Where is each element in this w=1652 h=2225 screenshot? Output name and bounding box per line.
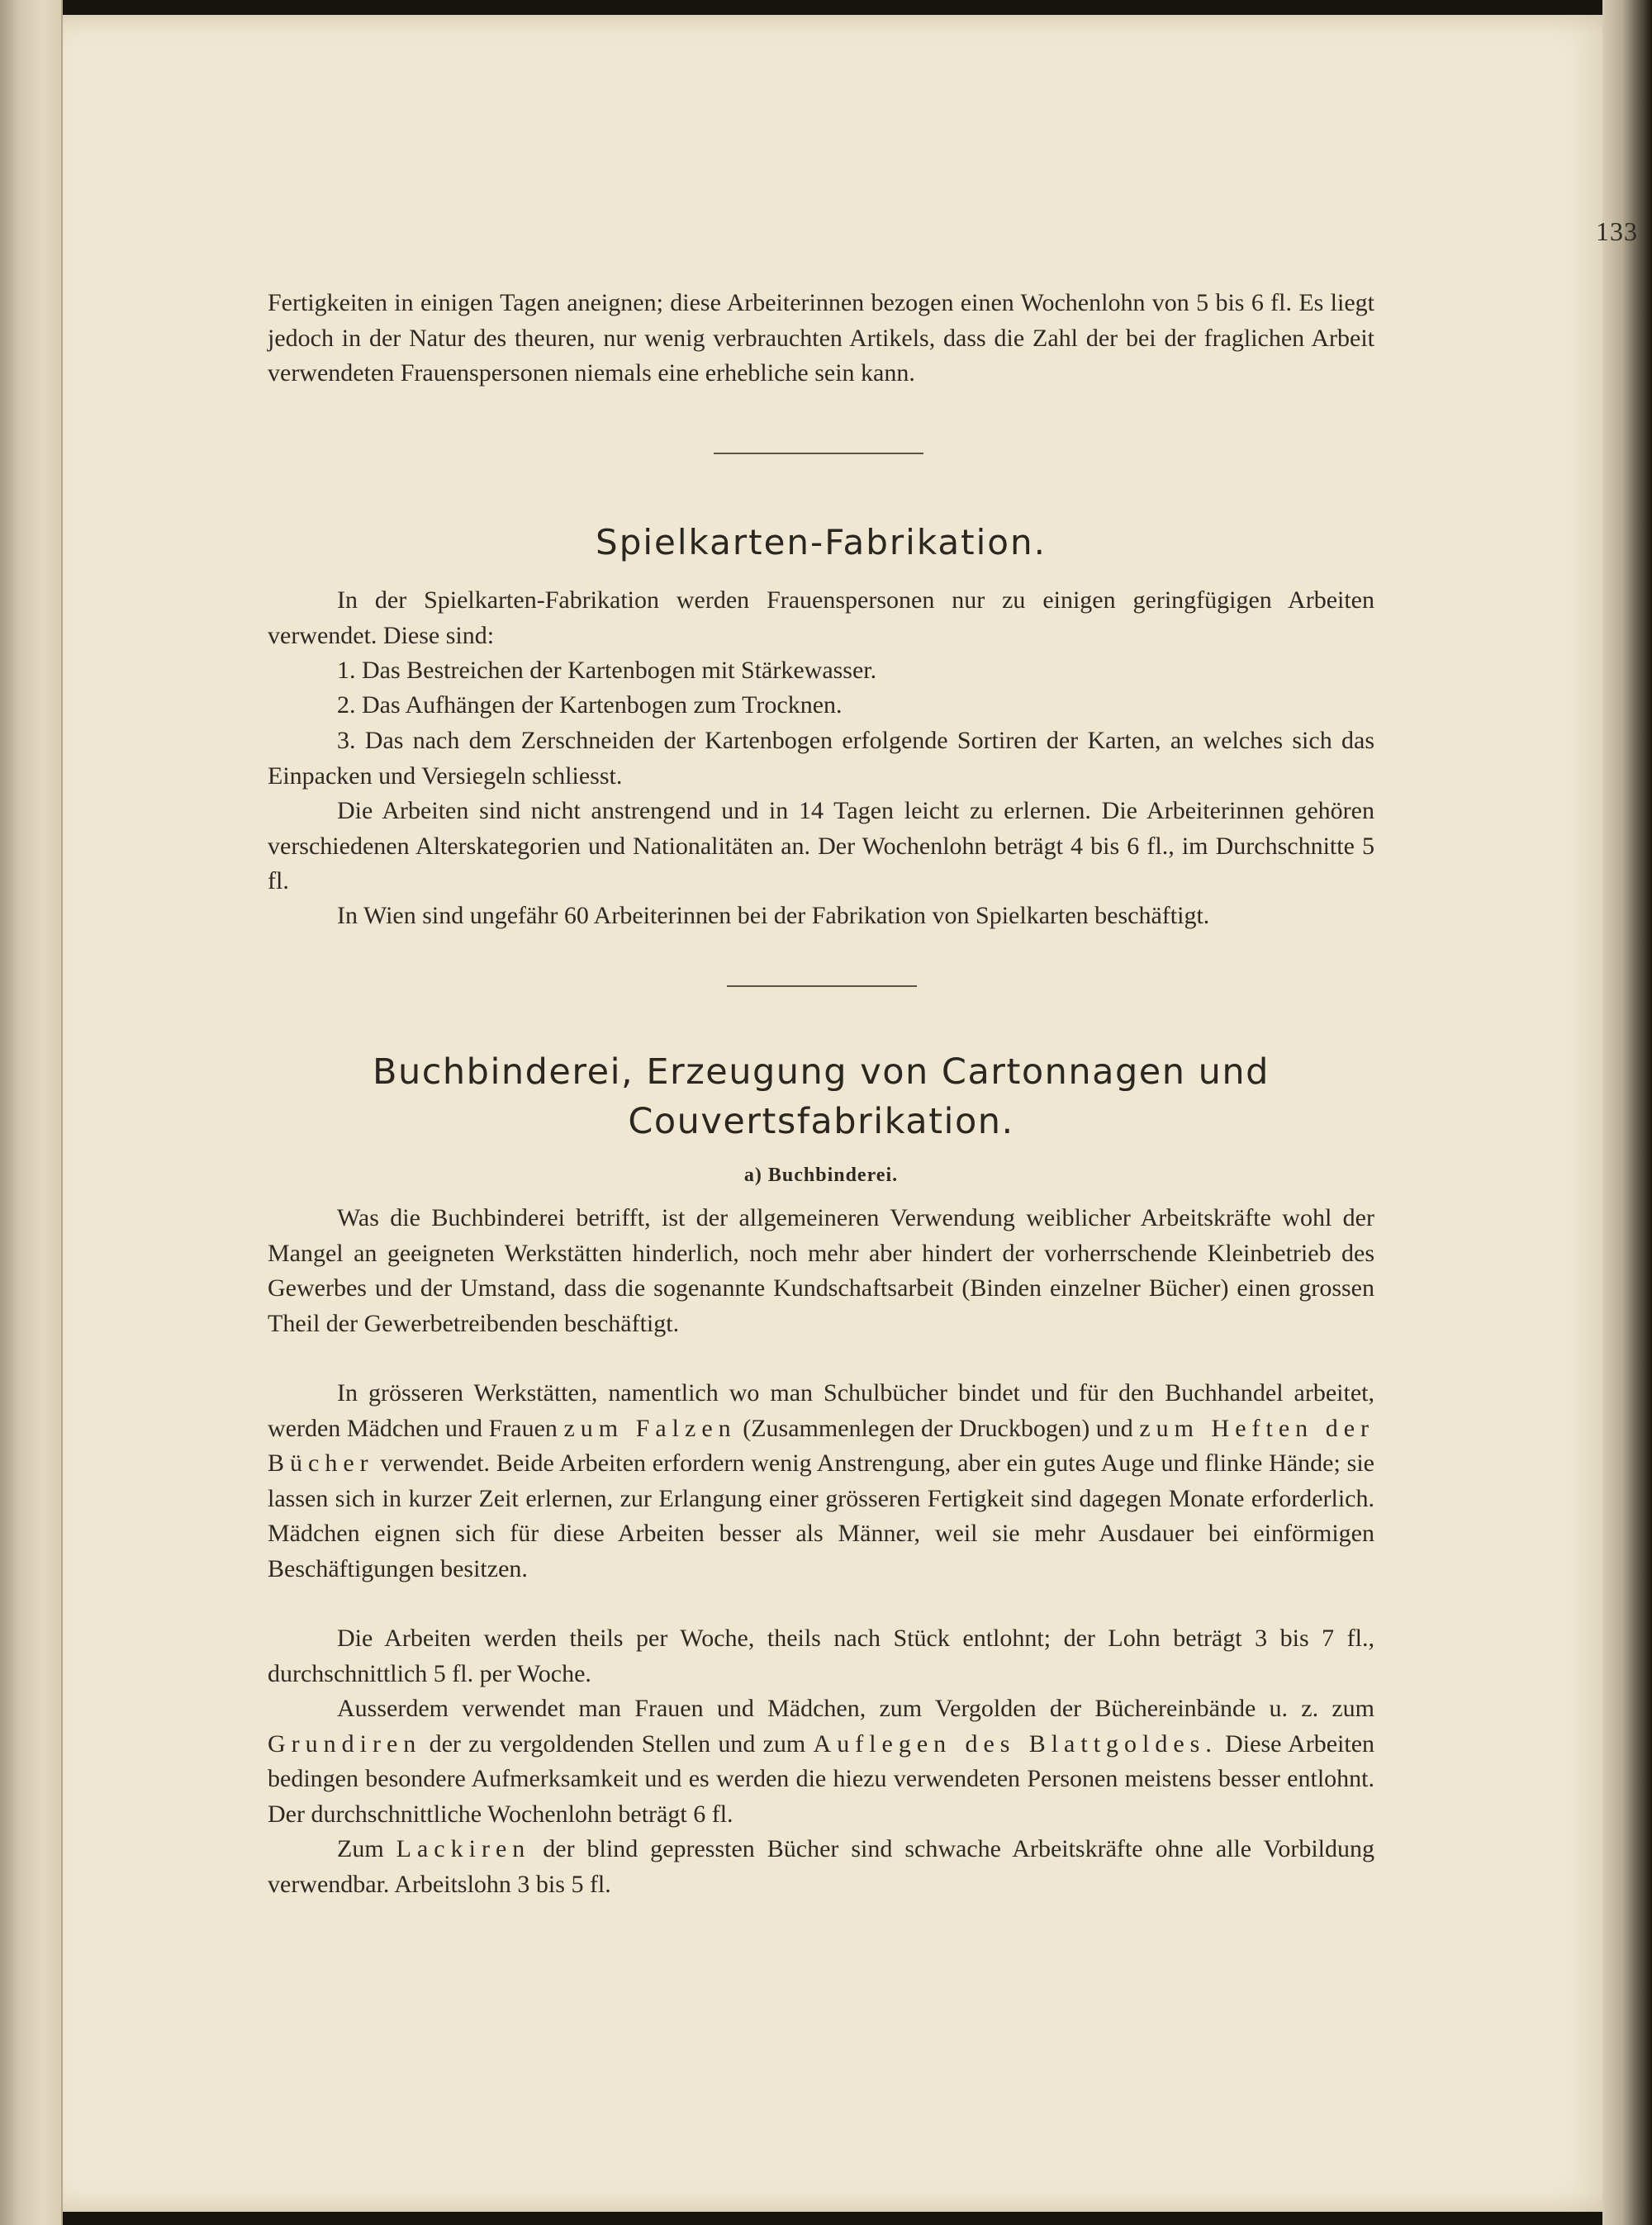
text-run: Zum [337, 1835, 384, 1862]
buchbinderei-paragraph [268, 1832, 1374, 1902]
book-binding [0, 0, 63, 2225]
subsection-heading: a) Buchbinderei. [743, 1165, 899, 1186]
spaced-emphasis: Auflegen des Blattgoldes. [813, 1729, 1218, 1758]
list-item: 3. Das nach dem Zerschneiden der Kartenbogen erfolgende Sortiren der Karten, an welches sich das Einpacken und Versiegeln schliesst. [268, 727, 1374, 790]
text-run: (Zusammenlegen der Druckbogen) und [743, 1414, 1133, 1442]
section-divider [727, 985, 917, 987]
buchbinderei-paragraph [268, 1691, 1374, 1832]
spielkarten-paragraph: In Wien sind ungefähr 60 Arbeiterinnen bei der Fabrikation von Spielkarten beschäftigt. [337, 902, 1210, 929]
text-run: Ausserdem verwendet man Frauen und Mädchen, zum Vergolden der Büchereinbände u. z. zum [337, 1695, 1374, 1722]
intro-paragraph: Fertigkeiten in einigen Tagen aneignen; diese Arbeiterinnen bezogen einen Wochenlohn von 5 bis 6 fl. Es liegt jedoch in der Natur des theuren, nur wenig verbrauchten Artikels, dass die Zahl der bei der fraglichen Arbeit verwendeten Frauenspersonen niemals eine erhebliche sein kann. [268, 289, 1374, 387]
text-run: In grösseren Werkstätten, namentlich wo man Schulbücher bindet und für den Buchhandel arbeitet, werden Mädchen und Frauen [268, 1379, 1374, 1442]
section-title-buchbinderei [268, 1047, 1374, 1146]
text-run: verwendet. Beide Arbeiten erfordern wenig Anstrengung, aber ein gutes Auge und flinke Hände; sie lassen sich in kurzer Zeit erlernen, zur Erlangung einer grösseren Fertigkeit sind dagegen Monate erforderlich. Mädchen eignen sich für diese Arbeiten besser als Männer, weil sie mehr Ausdauer bei einförmigen Beschäftigungen besitzen. [268, 1449, 1375, 1582]
spaced-emphasis: zum Falzen [563, 1414, 737, 1442]
buchbinderei-paragraph: Was die Buchbinderei betrifft, ist der allgemeineren Verwendung weiblicher Arbeitskräfte wohl der Mangel an geeigneten Werkstätten hinderlich, noch mehr aber hindert der vorherrschende Kleinbetrieb des Gewerbes und der Umstand, dass die sogenannte Kundschaftsarbeit (Binden einzelner Bücher) einen grossen Theil der Gewerbetreibenden beschäftigt. [268, 1204, 1374, 1337]
section-title-spielkarten: Spielkarten-Fabrikation. [596, 522, 1047, 562]
title-line: Couvertsfabrikation. [628, 1101, 1014, 1142]
text-run: der blind gepressten Bücher sind schwache Arbeitskräfte ohne alle Vorbildung verwendbar. Arbeitslohn 3 bis 5 fl. [268, 1835, 1375, 1898]
spaced-emphasis: Lackiren [396, 1835, 531, 1862]
text-run: Diese Arbeiten bedingen besondere Aufmerksamkeit und es werden die hiezu verwendeten Personen meistens besser entlohnt. Der durchschnittliche Wochenlohn beträgt 6 fl. [268, 1729, 1375, 1828]
section-divider [714, 453, 923, 454]
title-line: Buchbinderei, Erzeugung von Cartonnagen und [373, 1051, 1270, 1093]
page-number: 133 [1596, 216, 1638, 246]
spaced-emphasis: Grundiren [268, 1729, 422, 1758]
spaced-emphasis: zum Heften der Bücher [268, 1414, 1375, 1477]
list-item: 2. Das Aufhängen der Kartenbogen zum Trocknen. [337, 691, 843, 719]
list-item: 1. Das Bestreichen der Kartenbogen mit Stärkewasser. [337, 657, 877, 684]
spielkarten-paragraph: Die Arbeiten sind nicht anstrengend und in 14 Tagen leicht zu erlernen. Die Arbeiterinnen gehören verschiedenen Alterskategorien und Nationalitäten an. Der Wochenlohn beträgt 4 bis 6 fl., im Durchschnitte 5 fl. [268, 797, 1374, 894]
buchbinderei-paragraph: Die Arbeiten werden theils per Woche, theils nach Stück entlohnt; der Lohn beträgt 3 bis 7 fl., durchschnittlich 5 fl. per Woche. [268, 1625, 1374, 1687]
page-edge [1602, 0, 1652, 2225]
spielkarten-intro: In der Spielkarten-Fabrikation werden Frauenspersonen nur zu einigen geringfügigen Arbeiten verwendet. Diese sind: [268, 586, 1374, 649]
text-run: der zu vergoldenden Stellen und zum [429, 1729, 806, 1758]
buchbinderei-paragraph [268, 1376, 1374, 1587]
